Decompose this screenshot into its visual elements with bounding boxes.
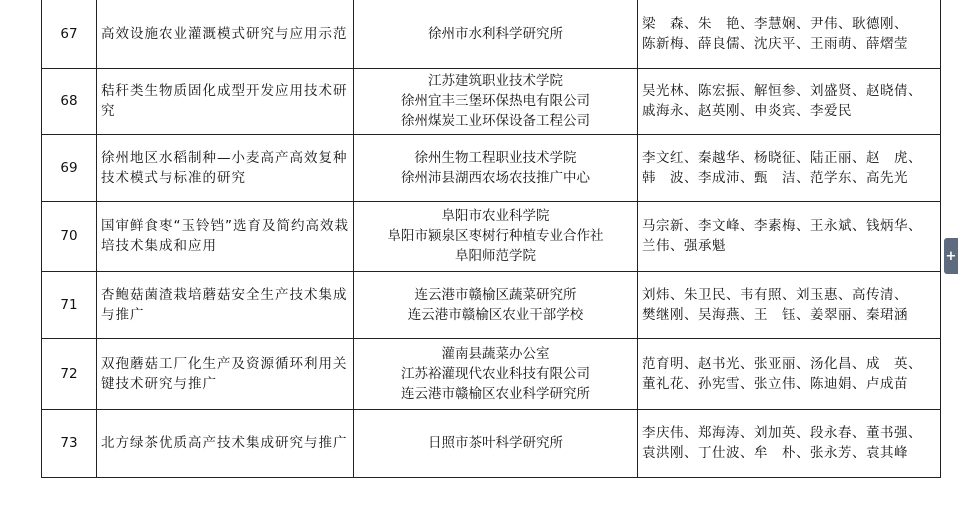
completer-names-line: 戚海永、赵英刚、申炎宾、李爱民 — [642, 103, 852, 119]
completing-units-cell — [354, 338, 638, 409]
completers-cell — [638, 68, 941, 134]
unit-name: 徐州宜丰三堡环保热电有限公司 — [401, 93, 590, 109]
unit-name: 连云港市赣榆区农业干部学校 — [407, 306, 584, 323]
completers-cell — [638, 271, 941, 338]
row-number-cell: 73 — [42, 409, 97, 477]
project-title-cell: 北方绿茶优质高产技术集成研究与推广 — [97, 409, 354, 477]
table-row — [42, 409, 941, 477]
completer-names-line: 刘炜、朱卫民、韦有照、刘玉惠、高传清、 — [642, 286, 908, 303]
project-title-cell: 高效设施农业灌溉模式研究与应用示范 — [97, 0, 354, 68]
table-row — [42, 338, 941, 409]
row-number-cell: 71 — [42, 271, 97, 338]
completers-cell — [638, 134, 941, 201]
unit-name: 江苏裕灌现代农业科技有限公司 — [401, 365, 590, 382]
completing-units-cell — [354, 201, 638, 271]
completer-names-line: 董礼花、孙宪雪、张立伟、陈迪娟、卢成苗 — [642, 375, 908, 392]
row-number-cell: 68 — [42, 68, 97, 134]
completer-names-line: 马宗新、李文峰、李素梅、王永斌、钱炳华、 — [642, 218, 922, 234]
unit-name: 连云港市赣榆区蔬菜研究所 — [414, 286, 577, 303]
project-title-cell: 国审鲜食枣“玉铃铛”选育及简约高效栽培技术集成和应用 — [97, 201, 354, 271]
unit-name: 连云港市赣榆区农业科学研究所 — [401, 385, 590, 402]
award-table — [41, 0, 941, 478]
unit-name: 日照市茶叶科学研究所 — [428, 435, 563, 451]
unit-name: 徐州市水利科学研究所 — [428, 25, 563, 42]
completer-names-line: 范育明、赵书光、张亚丽、汤化昌、成 英、 — [642, 355, 922, 372]
completer-names-line: 李文红、秦越华、杨晓征、陆正丽、赵 虎、 — [642, 149, 922, 166]
completer-names-line: 李庆伟、郑海涛、刘加英、段永春、董书强、 — [642, 425, 922, 441]
project-title-cell: 杏鲍菇菌渣栽培蘑菇安全生产技术集成与推广 — [97, 271, 354, 338]
project-title-cell: 秸秆类生物质固化成型开发应用技术研究 — [97, 68, 354, 134]
row-number-cell: 72 — [42, 338, 97, 409]
completers-cell — [638, 0, 941, 68]
table-row — [42, 68, 941, 134]
completing-units-cell — [354, 271, 638, 338]
table-row — [42, 201, 941, 271]
completing-units-cell — [354, 68, 638, 134]
completing-units-cell — [354, 409, 638, 477]
completer-names-line: 陈新梅、薛良儒、沈庆平、王雨萌、薛熠莹 — [642, 35, 908, 52]
unit-name: 江苏建筑职业技术学院 — [428, 73, 563, 89]
unit-name: 阜阳市农业科学院 — [441, 208, 550, 224]
completer-names-line: 袁洪刚、丁仕波、牟 朴、张永芳、袁其峰 — [642, 445, 908, 461]
award-table-body — [42, 0, 941, 477]
side-expand-tab[interactable] — [944, 238, 958, 274]
row-number-cell: 67 — [42, 0, 97, 68]
unit-name: 阜阳市颍泉区枣树行种植专业合作社 — [387, 228, 604, 244]
completer-names-line: 樊继刚、吴海燕、王 钰、姜翠丽、秦珺涵 — [642, 306, 908, 323]
row-number-cell: 70 — [42, 201, 97, 271]
completers-cell — [638, 409, 941, 477]
completer-names-line: 兰伟、强承魁 — [642, 238, 726, 254]
unit-name: 徐州沛县湖西农场农技推广中心 — [401, 169, 590, 186]
completing-units-cell — [354, 0, 638, 68]
unit-name: 灌南县蔬菜办公室 — [441, 345, 550, 362]
table-row — [42, 134, 941, 201]
unit-name: 徐州煤炭工业环保设备工程公司 — [401, 113, 590, 129]
unit-name: 阜阳师范学院 — [455, 248, 536, 264]
completer-names-line: 吴光林、陈宏振、解恒参、刘盛贤、赵晓倩、 — [642, 83, 922, 99]
plus-icon: + — [945, 248, 957, 264]
completers-cell — [638, 201, 941, 271]
unit-name: 徐州生物工程职业技术学院 — [414, 149, 577, 166]
project-title-cell: 徐州地区水稻制种—小麦高产高效复种技术模式与标准的研究 — [97, 134, 354, 201]
completing-units-cell — [354, 134, 638, 201]
completer-names-line: 韩 波、李成沛、甄 洁、范学东、高先光 — [642, 169, 908, 186]
project-title-cell: 双孢蘑菇工厂化生产及资源循环利用关键技术研究与推广 — [97, 338, 354, 409]
completer-names-line: 梁 森、朱 艳、李慧娴、尹伟、耿德刚、 — [642, 15, 908, 32]
row-number-cell: 69 — [42, 134, 97, 201]
table-row — [42, 271, 941, 338]
completers-cell — [638, 338, 941, 409]
table-row — [42, 0, 941, 68]
